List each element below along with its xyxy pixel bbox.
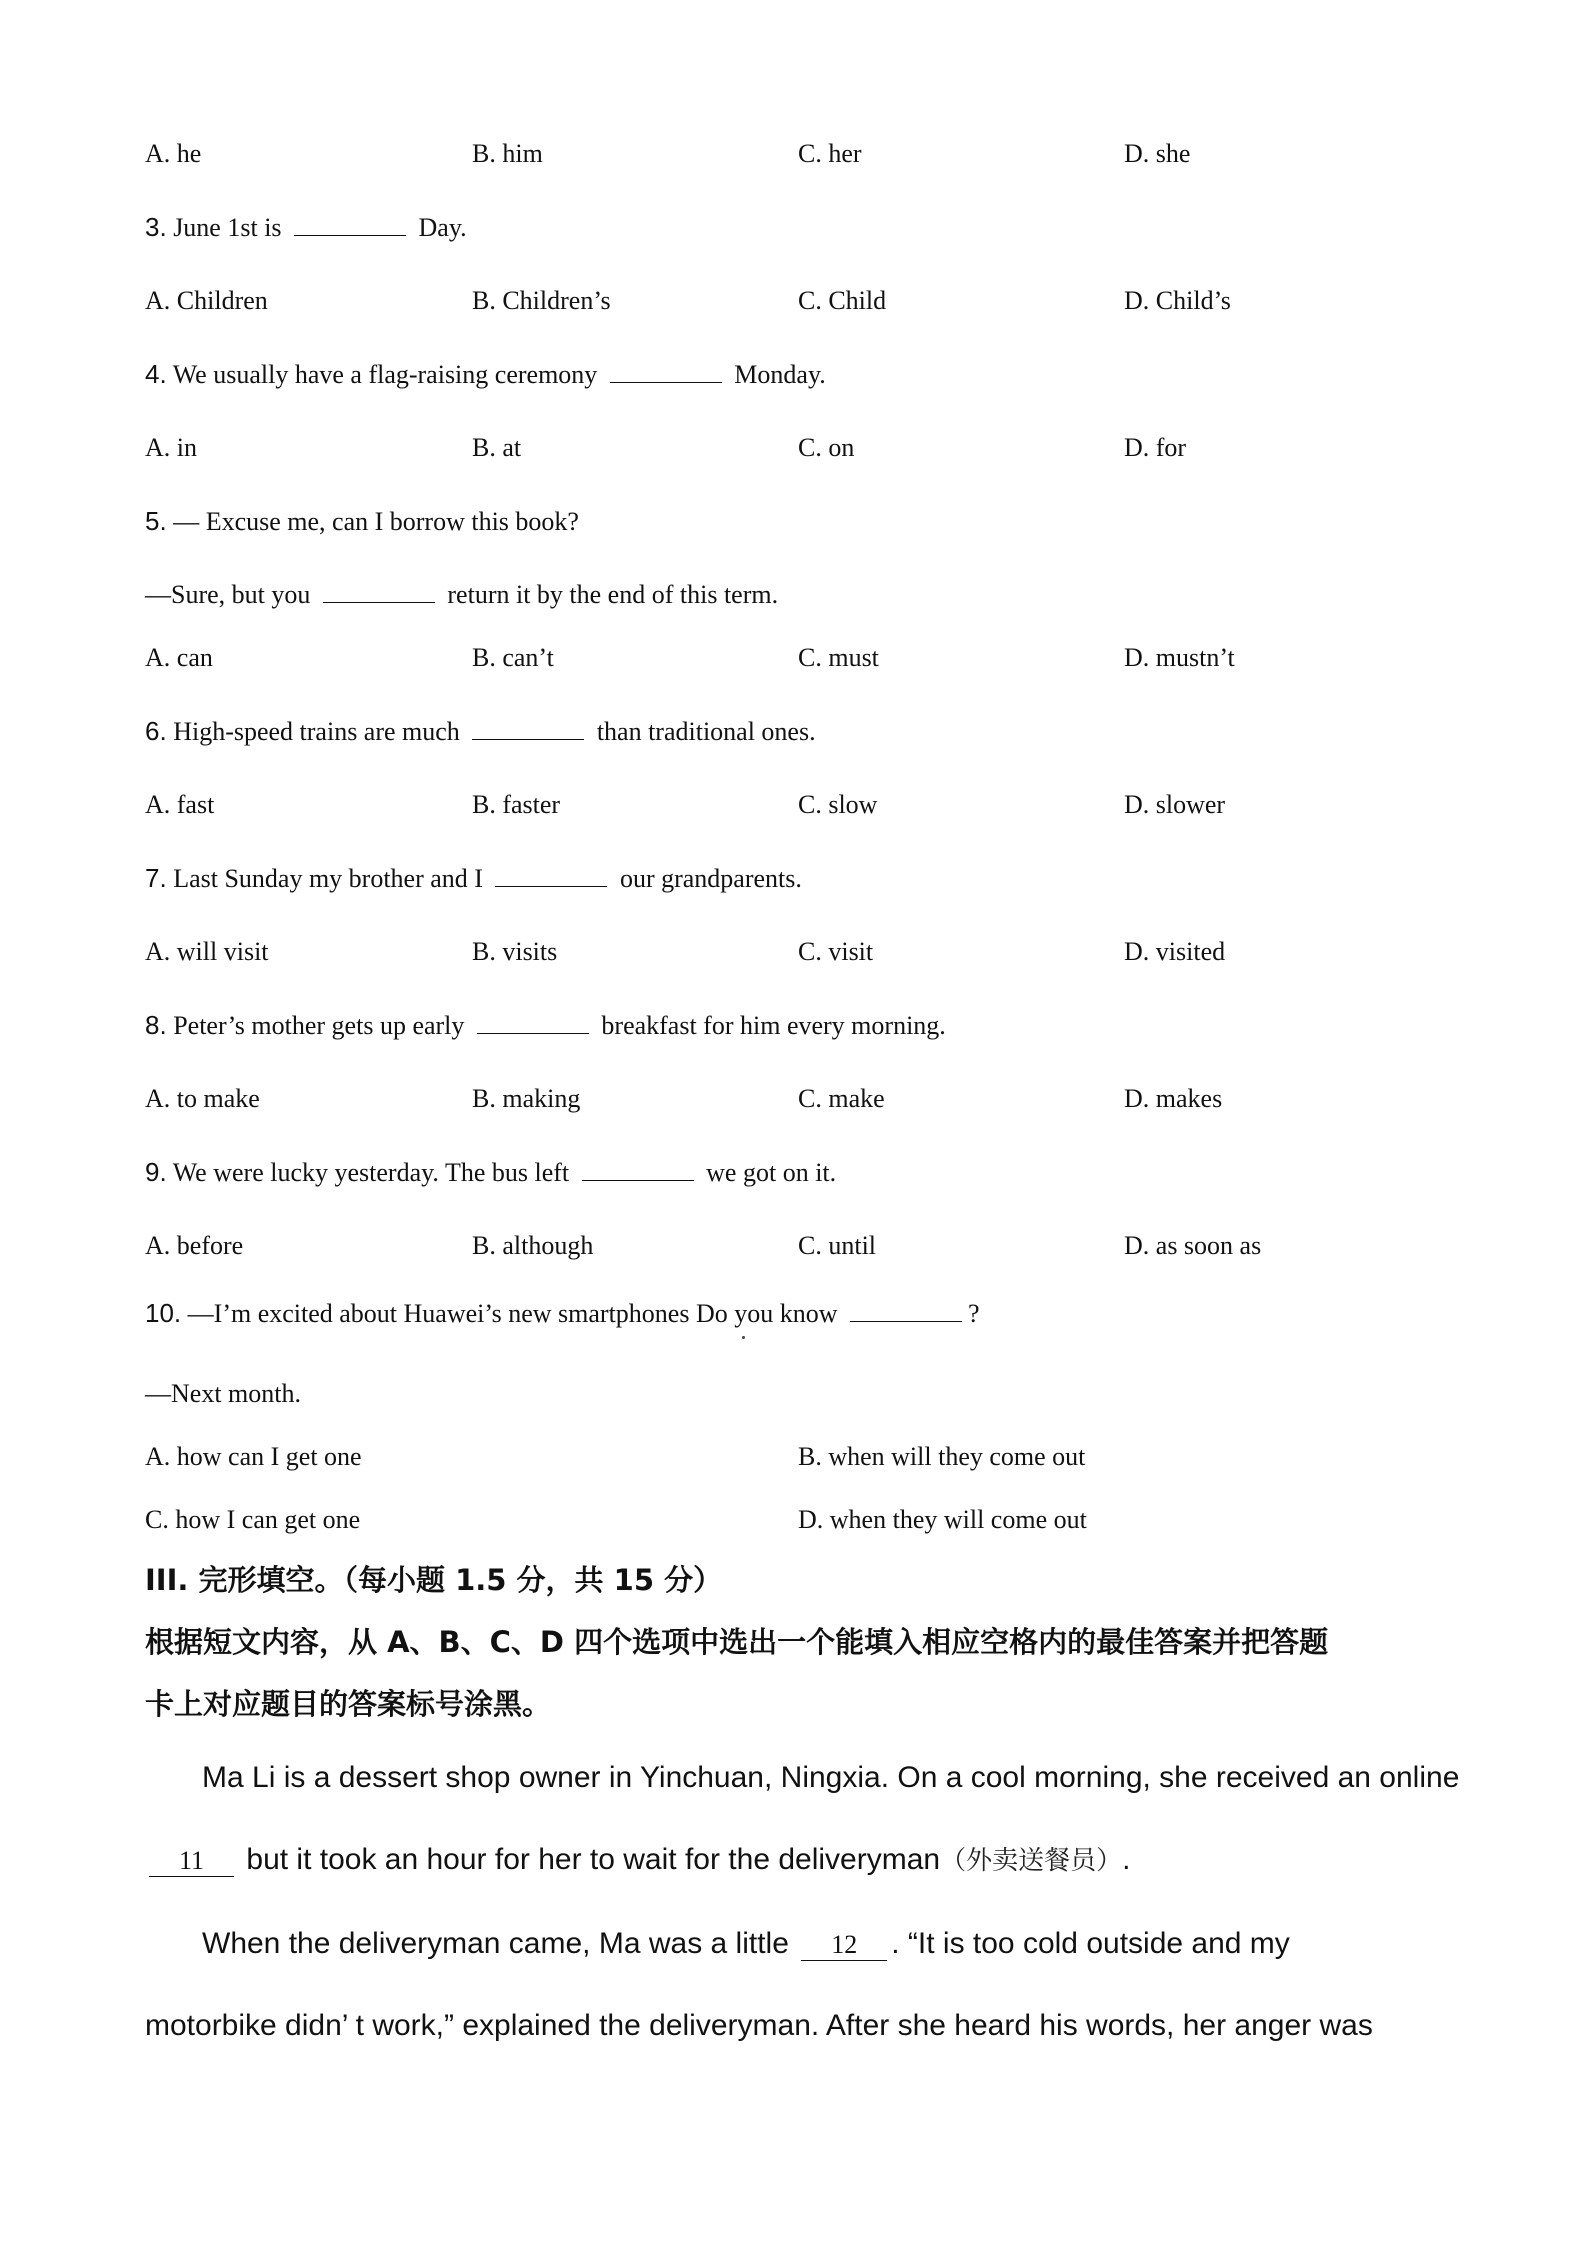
q5-stem: 5. — Excuse me, can I borrow this book? bbox=[145, 506, 579, 536]
q4-number: 4. bbox=[145, 359, 167, 389]
q2-option-d: D. she bbox=[1124, 139, 1191, 168]
q6-number: 6. bbox=[145, 716, 167, 746]
q4-stem: 4. We usually have a flag-raising ceremony Monday. bbox=[145, 359, 826, 389]
q9-blank bbox=[582, 1158, 694, 1181]
q3-number: 3. bbox=[145, 212, 167, 242]
q5-option-d: D. mustn’t bbox=[1124, 643, 1235, 672]
q8-blank bbox=[477, 1011, 589, 1034]
q8-option-c: C. make bbox=[798, 1084, 885, 1113]
section-heading: III. 完形填空。（每小题 1.5 分，共 15 分） bbox=[145, 1563, 723, 1597]
q10-option-c: C. how I can get one bbox=[145, 1505, 361, 1534]
q8-option-a: A. to make bbox=[145, 1084, 260, 1113]
q9-option-d: D. as soon as bbox=[1124, 1231, 1262, 1260]
q7-option-a: A. will visit bbox=[145, 937, 269, 966]
blank-12: 12 bbox=[801, 1930, 887, 1961]
blank-11: 11 bbox=[149, 1846, 234, 1877]
q7-option-d: D. visited bbox=[1124, 937, 1226, 966]
q2-option-a: A. he bbox=[145, 139, 202, 168]
q8-number: 8. bbox=[145, 1010, 167, 1040]
q5-reply: —Sure, but you return it by the end of this term. bbox=[145, 580, 779, 609]
q7-blank bbox=[495, 864, 607, 887]
q9-stem: 9. We were lucky yesterday. The bus left we got on it. bbox=[145, 1157, 837, 1187]
q10-number: 10. bbox=[145, 1298, 182, 1328]
q2-option-c: C. her bbox=[798, 139, 862, 168]
q10-stem: 10. —I’m excited about Huawei’s new smartphones Do you know ? bbox=[145, 1298, 980, 1328]
q3-option-c: C. Child bbox=[798, 286, 887, 315]
q10-option-a: A. how can I get one bbox=[145, 1442, 362, 1471]
q10-option-b: B. when will they come out bbox=[798, 1442, 1086, 1471]
q4-option-d: D. for bbox=[1124, 433, 1187, 462]
q5-option-b: B. can’t bbox=[472, 643, 554, 672]
q5-option-a: A. can bbox=[145, 643, 213, 672]
q9-option-a: A. before bbox=[145, 1231, 244, 1260]
q4-option-b: B. at bbox=[472, 433, 522, 462]
q10-option-d: D. when they will come out bbox=[798, 1505, 1087, 1534]
q5-option-c: C. must bbox=[798, 643, 879, 672]
q10-blank bbox=[850, 1299, 962, 1322]
passage-line3: When the deliveryman came, Ma was a little 12 . “It is too cold outside and my bbox=[202, 1927, 1290, 1960]
passage-line4: motorbike didn’ t work,” explained the deliveryman. After she heard his words, her anger was bbox=[145, 2009, 1373, 2042]
q7-number: 7. bbox=[145, 863, 167, 893]
q3-stem: 3. June 1st is Day. bbox=[145, 212, 467, 242]
q4-option-c: C. on bbox=[798, 433, 855, 462]
passage-note: （外卖送餐员） bbox=[940, 1846, 1123, 1876]
section-instruction-line1: 根据短文内容，从 A、B、C、D 四个选项中选出一个能填入相应空格内的最佳答案并把答题 bbox=[145, 1625, 1329, 1659]
q5-number: 5. bbox=[145, 506, 167, 536]
q10-reply: —Next month. bbox=[145, 1379, 301, 1408]
q4-blank bbox=[610, 360, 722, 383]
q7-stem: 7. Last Sunday my brother and I our grandparents. bbox=[145, 863, 802, 893]
q8-stem: 8. Peter’s mother gets up early breakfast for him every morning. bbox=[145, 1010, 946, 1040]
passage-line2: 11 but it took an hour for her to wait for the deliveryman（外卖送餐员）. bbox=[145, 1840, 1130, 1881]
q3-option-b: B. Children’s bbox=[472, 286, 611, 315]
stray-dot bbox=[742, 1336, 745, 1339]
q6-option-c: C. slow bbox=[798, 790, 878, 819]
section-instruction-line2: 卡上对应题目的答案标号涂黑。 bbox=[145, 1687, 552, 1721]
q6-blank bbox=[472, 717, 584, 740]
q6-option-a: A. fast bbox=[145, 790, 215, 819]
q3-option-a: A. Children bbox=[145, 286, 268, 315]
q2-option-b: B. him bbox=[472, 139, 543, 168]
q6-option-b: B. faster bbox=[472, 790, 561, 819]
q6-option-d: D. slower bbox=[1124, 790, 1226, 819]
passage-line1: Ma Li is a dessert shop owner in Yinchuan, Ningxia. On a cool morning, she received an online bbox=[202, 1761, 1460, 1794]
q7-option-b: B. visits bbox=[472, 937, 558, 966]
q8-option-d: D. makes bbox=[1124, 1084, 1223, 1113]
q6-stem: 6. High-speed trains are much than traditional ones. bbox=[145, 716, 816, 746]
q4-option-a: A. in bbox=[145, 433, 197, 462]
q9-number: 9. bbox=[145, 1157, 167, 1187]
q9-option-c: C. until bbox=[798, 1231, 877, 1260]
q3-option-d: D. Child’s bbox=[1124, 286, 1231, 315]
q5-blank bbox=[323, 580, 435, 603]
q3-blank bbox=[294, 213, 406, 236]
q8-option-b: B. making bbox=[472, 1084, 581, 1113]
q7-option-c: C. visit bbox=[798, 937, 874, 966]
q9-option-b: B. although bbox=[472, 1231, 594, 1260]
